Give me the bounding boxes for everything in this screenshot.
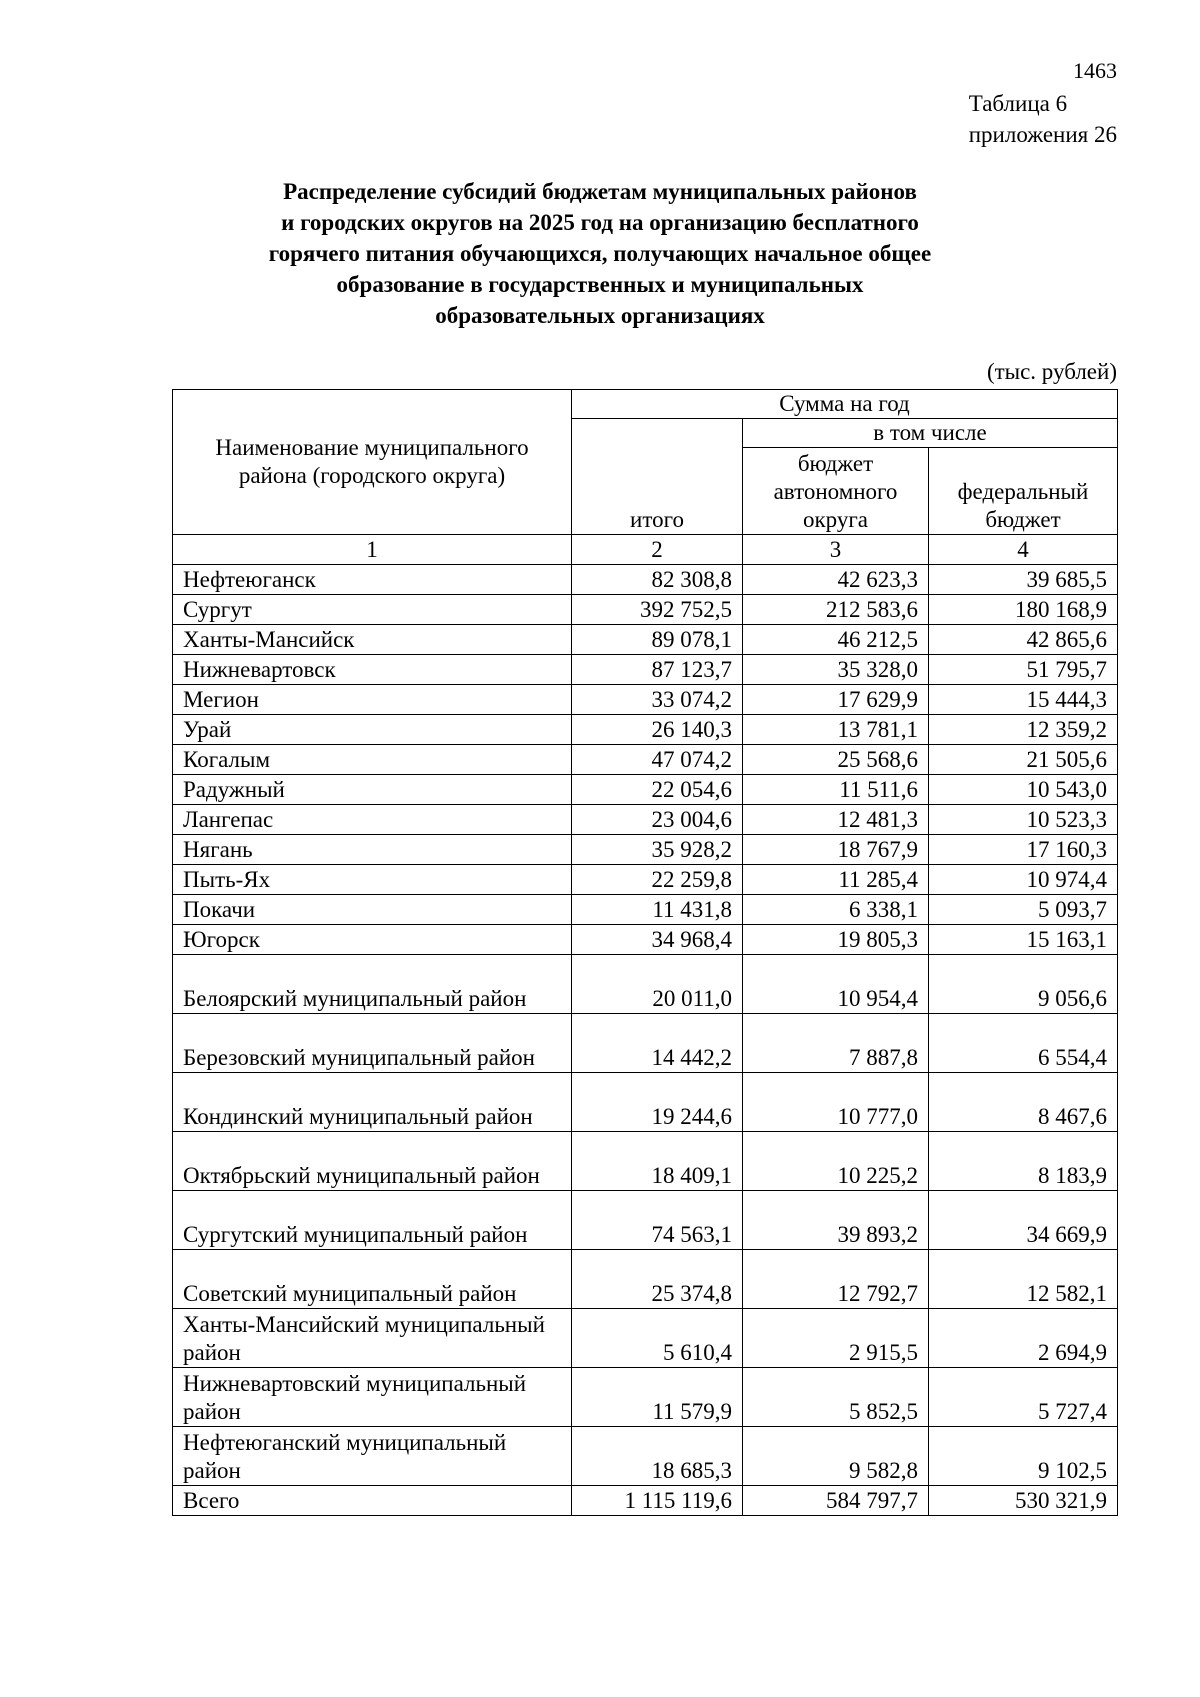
sum-federal-budget: 15 163,1 <box>929 925 1118 955</box>
table-label: Таблица 6 <box>968 91 1068 116</box>
total-row <box>173 1486 1118 1516</box>
municipality-name: Когалым <box>173 745 572 775</box>
table-row <box>173 565 1118 595</box>
appendix-label: приложения 26 <box>968 122 1117 147</box>
municipality-name: Пыть-Ях <box>173 865 572 895</box>
municipality-name: Октябрьский муниципальный район <box>173 1132 572 1191</box>
municipality-name: Нижневартовск <box>173 655 572 685</box>
municipality-name: Белоярский муниципальный район <box>173 955 572 1014</box>
header-sum: Сумма на год <box>572 390 1118 419</box>
table-row <box>173 865 1118 895</box>
total-label: Всего <box>173 1486 572 1516</box>
sum-total: 25 374,8 <box>572 1250 743 1309</box>
sum-total: 74 563,1 <box>572 1191 743 1250</box>
title-line: образование в государственных и муниципальных <box>336 272 864 297</box>
title-line: образовательных организациях <box>435 303 765 328</box>
header-name: Наименование муниципального района (городского округа) <box>173 390 572 535</box>
table-row <box>173 685 1118 715</box>
sum-total: 20 011,0 <box>572 955 743 1014</box>
total-federal-budget: 530 321,9 <box>929 1486 1118 1516</box>
table-row <box>173 1014 1118 1073</box>
sum-okrug-budget: 25 568,6 <box>743 745 929 775</box>
sum-total: 392 752,5 <box>572 595 743 625</box>
sum-okrug-budget: 42 623,3 <box>743 565 929 595</box>
sum-federal-budget: 5 093,7 <box>929 895 1118 925</box>
column-number: 3 <box>743 535 929 565</box>
sum-federal-budget: 10 543,0 <box>929 775 1118 805</box>
sum-okrug-budget: 13 781,1 <box>743 715 929 745</box>
table-row <box>173 655 1118 685</box>
title-line: Распределение субсидий бюджетам муниципальных районов <box>283 179 917 204</box>
header-including: в том числе <box>743 419 1118 448</box>
table-row <box>173 1073 1118 1132</box>
sum-okrug-budget: 12 481,3 <box>743 805 929 835</box>
sum-total: 89 078,1 <box>572 625 743 655</box>
table-body <box>173 565 1118 1486</box>
sum-federal-budget: 9 102,5 <box>929 1427 1118 1486</box>
sum-okrug-budget: 11 285,4 <box>743 865 929 895</box>
sum-total: 82 308,8 <box>572 565 743 595</box>
sum-federal-budget: 5 727,4 <box>929 1368 1118 1427</box>
sum-federal-budget: 17 160,3 <box>929 835 1118 865</box>
municipality-name: Советский муниципальный район <box>173 1250 572 1309</box>
sum-federal-budget: 2 694,9 <box>929 1309 1118 1368</box>
table-row <box>173 1427 1118 1486</box>
sum-total: 11 431,8 <box>572 895 743 925</box>
sum-federal-budget: 12 359,2 <box>929 715 1118 745</box>
sum-total: 34 968,4 <box>572 925 743 955</box>
municipality-name: Мегион <box>173 685 572 715</box>
sum-federal-budget: 10 523,3 <box>929 805 1118 835</box>
sum-federal-budget: 39 685,5 <box>929 565 1118 595</box>
total-okrug-budget: 584 797,7 <box>743 1486 929 1516</box>
sum-okrug-budget: 46 212,5 <box>743 625 929 655</box>
table-row <box>173 625 1118 655</box>
sum-okrug-budget: 6 338,1 <box>743 895 929 925</box>
header-okrug-budget: бюджет автономного округа <box>743 448 929 535</box>
municipality-name: Сургут <box>173 595 572 625</box>
table-row <box>173 805 1118 835</box>
title-line: горячего питания обучающихся, получающих начальное общее <box>268 241 932 266</box>
sum-federal-budget: 180 168,9 <box>929 595 1118 625</box>
sum-total: 22 259,8 <box>572 865 743 895</box>
table-row <box>173 775 1118 805</box>
page-number: 1463 <box>1073 58 1117 83</box>
sum-total: 5 610,4 <box>572 1309 743 1368</box>
sum-okrug-budget: 35 328,0 <box>743 655 929 685</box>
municipality-name: Лангепас <box>173 805 572 835</box>
title-line: и городских округов на 2025 год на организацию бесплатного <box>281 210 919 235</box>
sum-federal-budget: 12 582,1 <box>929 1250 1118 1309</box>
column-number: 4 <box>929 535 1118 565</box>
sum-total: 14 442,2 <box>572 1014 743 1073</box>
municipality-name: Покачи <box>173 895 572 925</box>
municipality-name: Нижневартовский муниципальный район <box>173 1368 572 1427</box>
municipality-name: Сургутский муниципальный район <box>173 1191 572 1250</box>
sum-okrug-budget: 2 915,5 <box>743 1309 929 1368</box>
sum-federal-budget: 15 444,3 <box>929 685 1118 715</box>
sum-okrug-budget: 39 893,2 <box>743 1191 929 1250</box>
sum-okrug-budget: 212 583,6 <box>743 595 929 625</box>
sum-okrug-budget: 18 767,9 <box>743 835 929 865</box>
sum-federal-budget: 8 183,9 <box>929 1132 1118 1191</box>
municipality-name: Ханты-Мансийск <box>173 625 572 655</box>
sum-okrug-budget: 10 225,2 <box>743 1132 929 1191</box>
column-number: 2 <box>572 535 743 565</box>
sum-okrug-budget: 17 629,9 <box>743 685 929 715</box>
sum-total: 18 685,3 <box>572 1427 743 1486</box>
table-row <box>173 1368 1118 1427</box>
sum-federal-budget: 6 554,4 <box>929 1014 1118 1073</box>
sum-total: 23 004,6 <box>572 805 743 835</box>
header-federal-budget: федеральный бюджет <box>929 448 1118 535</box>
municipality-name: Нягань <box>173 835 572 865</box>
municipality-name: Югорск <box>173 925 572 955</box>
sum-total: 19 244,6 <box>572 1073 743 1132</box>
table-row <box>173 1250 1118 1309</box>
sum-total: 26 140,3 <box>572 715 743 745</box>
table-reference <box>969 88 1117 150</box>
sum-federal-budget: 34 669,9 <box>929 1191 1118 1250</box>
sum-total: 33 074,2 <box>572 685 743 715</box>
table-row <box>173 1132 1118 1191</box>
sum-okrug-budget: 10 954,4 <box>743 955 929 1014</box>
subsidy-table <box>172 389 1118 1516</box>
sum-total: 87 123,7 <box>572 655 743 685</box>
units-label: (тыс. рублей) <box>986 359 1117 384</box>
sum-total: 22 054,6 <box>572 775 743 805</box>
sum-federal-budget: 8 467,6 <box>929 1073 1118 1132</box>
sum-okrug-budget: 7 887,8 <box>743 1014 929 1073</box>
municipality-name: Радужный <box>173 775 572 805</box>
table-row <box>173 595 1118 625</box>
total-sum: 1 115 119,6 <box>572 1486 743 1516</box>
sum-total: 18 409,1 <box>572 1132 743 1191</box>
table-row <box>173 925 1118 955</box>
table-row <box>173 1191 1118 1250</box>
sum-federal-budget: 9 056,6 <box>929 955 1118 1014</box>
sum-total: 11 579,9 <box>572 1368 743 1427</box>
sum-okrug-budget: 12 792,7 <box>743 1250 929 1309</box>
municipality-name: Ханты-Мансийский муниципальный район <box>173 1309 572 1368</box>
municipality-name: Березовский муниципальный район <box>173 1014 572 1073</box>
sum-okrug-budget: 11 511,6 <box>743 775 929 805</box>
sum-federal-budget: 51 795,7 <box>929 655 1118 685</box>
sum-federal-budget: 42 865,6 <box>929 625 1118 655</box>
municipality-name: Нефтеюганский муниципальный район <box>173 1427 572 1486</box>
table-row <box>173 895 1118 925</box>
table-row <box>173 745 1118 775</box>
sum-okrug-budget: 9 582,8 <box>743 1427 929 1486</box>
table-row <box>173 835 1118 865</box>
column-number: 1 <box>173 535 572 565</box>
document-title <box>160 176 1040 331</box>
header-total: итого <box>572 419 743 535</box>
table-row <box>173 955 1118 1014</box>
municipality-name: Кондинский муниципальный район <box>173 1073 572 1132</box>
sum-total: 35 928,2 <box>572 835 743 865</box>
municipality-name: Урай <box>173 715 572 745</box>
sum-federal-budget: 21 505,6 <box>929 745 1118 775</box>
sum-okrug-budget: 5 852,5 <box>743 1368 929 1427</box>
sum-federal-budget: 10 974,4 <box>929 865 1118 895</box>
sum-total: 47 074,2 <box>572 745 743 775</box>
sum-okrug-budget: 19 805,3 <box>743 925 929 955</box>
table-row <box>173 1309 1118 1368</box>
table-row <box>173 715 1118 745</box>
municipality-name: Нефтеюганск <box>173 565 572 595</box>
sum-okrug-budget: 10 777,0 <box>743 1073 929 1132</box>
